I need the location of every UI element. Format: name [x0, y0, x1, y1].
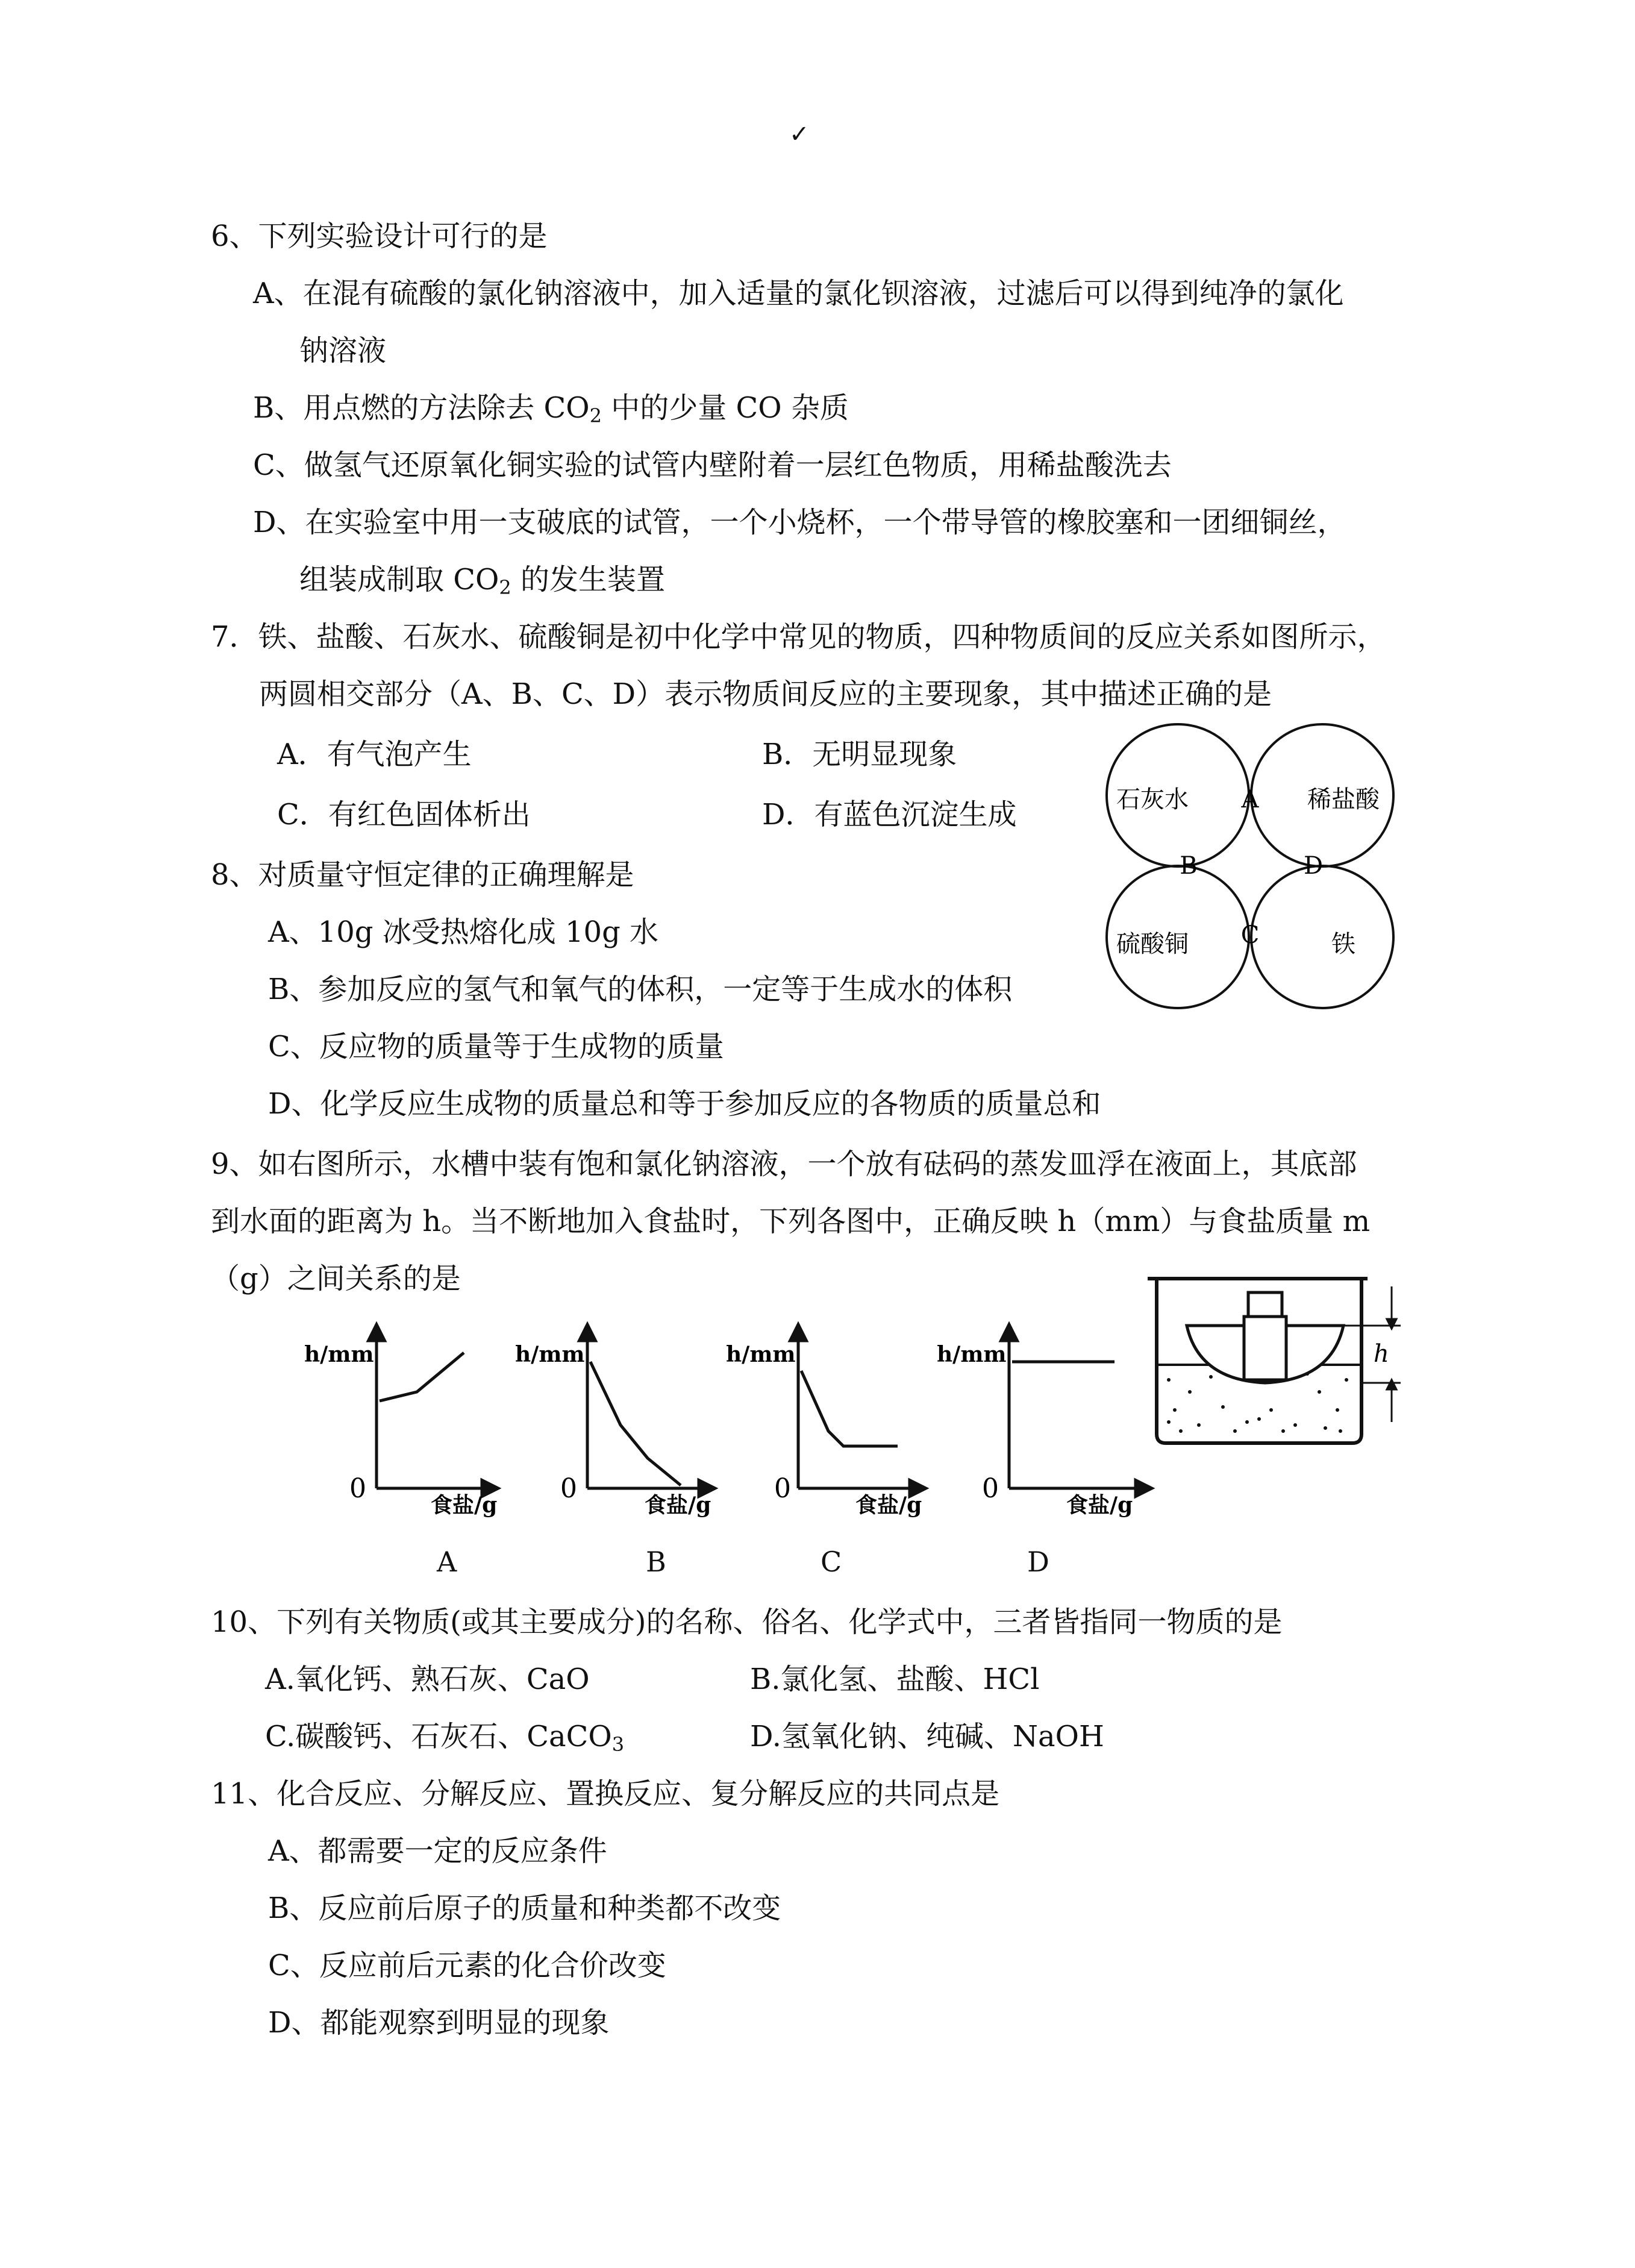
graph-c-ylabel: h/mm	[726, 1342, 796, 1367]
q9-graph-label-a: A	[437, 1546, 457, 1578]
q10-option-c-pre: C.碳酸钙、石灰石、CaCO	[265, 1720, 612, 1753]
q8-option-a: A、10g 冰受热熔化成 10g 水	[268, 915, 659, 949]
weight-top	[1248, 1292, 1282, 1317]
q6-option-b	[253, 389, 849, 427]
graph-a-xlabel: 食盐/g	[431, 1493, 498, 1518]
q7-stem-line1: 7．铁、盐酸、石灰水、硫酸铜是初中化学中常见的物质，四种物质间的反应关系如图所示，	[211, 620, 1386, 654]
q6-option-b-post: 中的少量 CO 杂质	[601, 391, 849, 425]
graph-a-curve	[380, 1353, 464, 1401]
q7-option-a: A．有气泡产生	[277, 738, 472, 771]
graph-b-curve	[590, 1362, 681, 1485]
graph-c-curve	[801, 1371, 898, 1446]
venn-circle-iron	[1251, 866, 1393, 1008]
venn-label-cuso4: 硫酸铜	[1116, 930, 1189, 958]
q6-option-d-line2	[299, 560, 665, 599]
q6-option-d-line1: D、在实验室中用一支破底的试管，一个小烧杯，一个带导管的橡胶塞和一团细铜丝，	[253, 506, 1346, 539]
graph-c	[726, 1332, 922, 1518]
q6-option-a-line1: A、在混有硫酸的氯化钠溶液中，加入适量的氯化钡溶液，过滤后可以得到纯净的氯化	[253, 277, 1344, 310]
q10-option-c-sub: 3	[611, 1733, 625, 1756]
q7-option-d: D．有蓝色沉淀生成	[762, 798, 1017, 832]
graph-b-ylabel: h/mm	[515, 1342, 585, 1367]
q10-option-d: D.氢氧化钠、纯碱、NaOH	[750, 1720, 1104, 1753]
graph-a-origin: 0	[349, 1473, 366, 1504]
venn-diagram	[1099, 723, 1401, 1012]
graph-c-xlabel: 食盐/g	[855, 1493, 922, 1518]
q6-option-d-post: 的发生装置	[511, 563, 665, 597]
graph-b	[515, 1332, 711, 1518]
graph-c-origin: 0	[774, 1473, 791, 1504]
q6-option-d-pre: 组装成制取 CO	[299, 563, 499, 597]
q8-stem: 8、对质量守恒定律的正确理解是	[211, 858, 634, 892]
q6-option-b-pre: B、用点燃的方法除去 CO	[253, 391, 590, 425]
q11-stem: 11、化合反应、分解反应、置换反应、复分解反应的共同点是	[211, 1777, 1000, 1811]
graph-d-xlabel: 食盐/g	[1066, 1493, 1133, 1518]
q11-option-b: B、反应前后原子的质量和种类都不改变	[268, 1891, 781, 1925]
q9-stem-line2: 到水面的距离为 h。当不断地加入食盐时，下列各图中，正确反映 h（mm）与食盐质量 m	[211, 1204, 1371, 1238]
q9-stem-line1: 9、如右图所示，水槽中装有饱和氯化钠溶液，一个放有砝码的蒸发皿浮在液面上，其底部	[211, 1147, 1357, 1181]
beaker-illustration	[1148, 1279, 1401, 1443]
weight-body	[1244, 1317, 1286, 1380]
venn-label-limewater: 石灰水	[1116, 786, 1189, 813]
graph-d-origin: 0	[982, 1473, 999, 1504]
q9-graphs	[259, 1271, 1440, 1597]
q9-stem-line3: （g）之间关系的是	[211, 1262, 461, 1295]
q11-option-c: C、反应前后元素的化合价改变	[268, 1949, 666, 1982]
venn-label-iron: 铁	[1331, 930, 1355, 958]
venn-label-a: A	[1241, 786, 1259, 813]
q8-option-b: B、参加反应的氢气和氧气的体积，一定等于生成水的体积	[268, 973, 1013, 1006]
q6-stem: 6、下列实验设计可行的是	[211, 219, 548, 253]
beaker-h-label: h	[1374, 1340, 1389, 1368]
q7-option-b: B．无明显现象	[762, 738, 957, 771]
q7-option-c: C．有红色固体析出	[277, 798, 531, 832]
q6-option-d-sub: 2	[499, 576, 511, 599]
graph-a	[304, 1332, 497, 1518]
q10-option-b: B.氯化氢、盐酸、HCl	[750, 1662, 1040, 1696]
graph-d-ylabel: h/mm	[937, 1342, 1007, 1367]
venn-label-b: B	[1180, 852, 1198, 880]
q7-stem-line2: 两圆相交部分（A、B、C、D）表示物质间反应的主要现象，其中描述正确的是	[259, 677, 1272, 711]
graph-b-origin: 0	[560, 1473, 577, 1504]
venn-label-d: D	[1303, 852, 1324, 880]
venn-label-hcl: 稀盐酸	[1307, 786, 1380, 813]
q10-option-a: A.氧化钙、熟石灰、CaO	[265, 1662, 590, 1696]
graph-a-ylabel: h/mm	[304, 1342, 374, 1367]
q10-stem: 10、下列有关物质(或其主要成分)的名称、俗名、化学式中，三者皆指同一物质的是	[211, 1605, 1283, 1639]
venn-label-c: C	[1240, 921, 1260, 949]
graph-b-xlabel: 食盐/g	[645, 1493, 711, 1518]
check-mark: ✓	[789, 121, 810, 148]
q11-option-d: D、都能观察到明显的现象	[268, 2006, 610, 2040]
q9-graph-label-b: B	[646, 1546, 666, 1578]
q8-option-c: C、反应物的质量等于生成物的质量	[268, 1030, 724, 1064]
graph-d	[937, 1332, 1145, 1518]
q11-option-a: A、都需要一定的反应条件	[268, 1834, 607, 1868]
q9-graph-label-d: D	[1027, 1546, 1049, 1578]
q9-graph-label-c: C	[821, 1546, 842, 1578]
q6-option-c: C、做氢气还原氧化铜实验的试管内壁附着一层红色物质，用稀盐酸洗去	[253, 448, 1172, 482]
q10-option-c	[265, 1717, 624, 1756]
q6-option-b-sub: 2	[589, 404, 602, 427]
q8-option-d: D、化学反应生成物的质量总和等于参加反应的各物质的质量总和	[268, 1087, 1101, 1121]
q6-option-a-line2: 钠溶液	[299, 334, 387, 368]
